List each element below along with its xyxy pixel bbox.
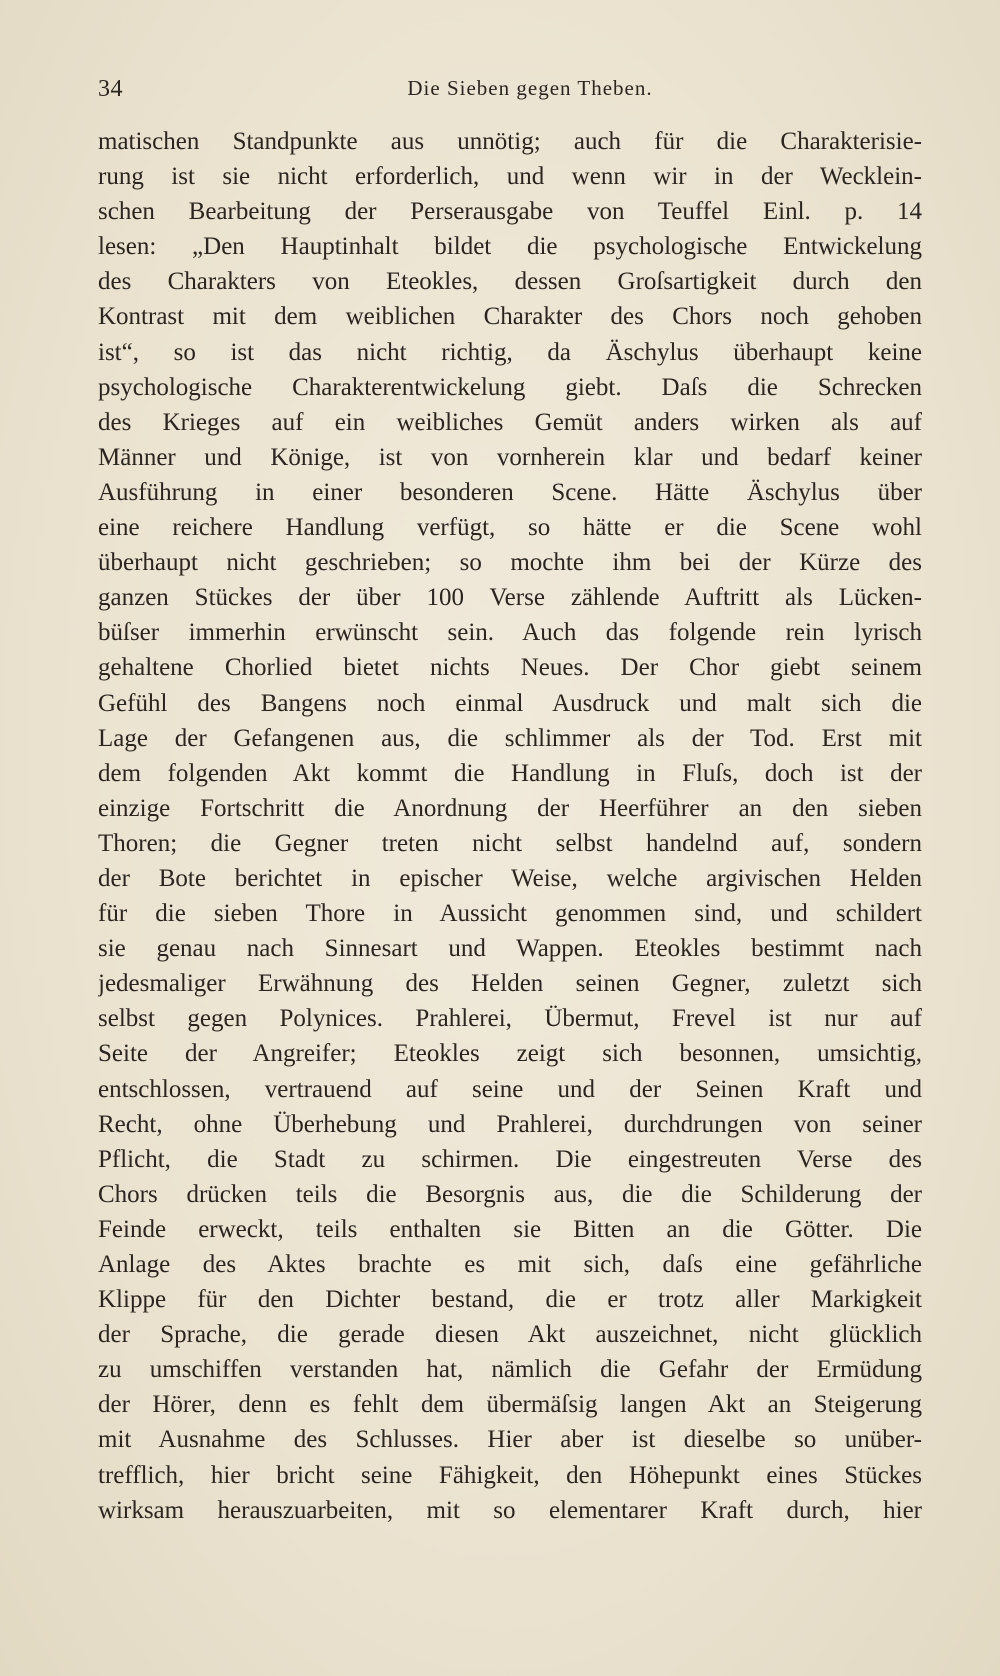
text-line: schen Bearbeitung der Perserausgabe von Teuffel Einl. p. 14 <box>98 198 922 226</box>
text-line: eine reichere Handlung verfügt, so hätte er die Scene wohl <box>98 514 922 542</box>
text-line: Gefühl des Bangens noch einmal Ausdruck und malt sich die <box>98 689 922 717</box>
text-line: Recht, ohne Überhebung und Prahlerei, durchdrungen von seiner <box>98 1110 922 1138</box>
page-number: 34 <box>98 76 123 102</box>
text-line: Ausführung in einer besonderen Scene. Hätte Äschylus über <box>98 478 922 506</box>
text-line: rung ist sie nicht erforderlich, und wenn wir in der Wecklein- <box>98 163 922 191</box>
text-line: jedesmaliger Erwähnung des Helden seinen Gegner, zuletzt sich <box>98 970 922 998</box>
text-line: entschlossen, vertrauend auf seine und der Seinen Kraft und <box>98 1075 922 1103</box>
running-title: Die Sieben gegen Theben. <box>407 76 653 100</box>
text-line: Kontrast mit dem weiblichen Charakter des Chors noch gehoben <box>98 303 922 331</box>
text-line: Feinde erweckt, teils enthalten sie Bitten an die Götter. Die <box>98 1215 922 1243</box>
text-line: zu umschiffen verstanden hat, nämlich die Gefahr der Ermüdung <box>98 1356 922 1384</box>
text-line: trefflich, hier bricht seine Fähigkeit, den Höhepunkt eines Stückes <box>98 1461 922 1489</box>
text-line: der Bote berichtet in epischer Weise, welche argivischen Helden <box>98 864 922 892</box>
text-line: Chors drücken teils die Besorgnis aus, die die Schilderung der <box>98 1180 922 1208</box>
text-line: des Krieges auf ein weibliches Gemüt anders wirken als auf <box>98 408 922 436</box>
text-line: sie genau nach Sinnesart und Wappen. Eteokles bestimmt nach <box>98 935 922 963</box>
text-line: Männer und Könige, ist von vornherein klar und bedarf keiner <box>98 443 922 471</box>
text-line: dem folgenden Akt kommt die Handlung in Fluſs, doch ist der <box>98 759 922 787</box>
text-line: überhaupt nicht geschrieben; so mochte ihm bei der Kürze des <box>98 549 922 577</box>
text-line: Anlage des Aktes brachte es mit sich, daſs eine gefährliche <box>98 1251 922 1278</box>
text-line: der Sprache, die gerade diesen Akt auszeichnet, nicht glücklich <box>98 1321 922 1349</box>
text-line: Thoren; die Gegner treten nicht selbst handelnd auf, sondern <box>98 829 922 857</box>
text-line: lesen: „Den Hauptinhalt bildet die psychologische Entwickelung <box>98 233 922 261</box>
text-line: gehaltene Chorlied bietet nichts Neues. Der Chor giebt seinem <box>98 654 922 682</box>
text-line: ganzen Stückes der über 100 Verse zählende Auftritt als Lücken- <box>98 584 922 612</box>
text-line: einzige Fortschritt die Anordnung der Heerführer an den sieben <box>98 794 922 822</box>
text-line: des Charakters von Eteokles, dessen Groſsartigkeit durch den <box>98 268 922 296</box>
text-line: matischen Standpunkte aus unnötig; auch für die Charakterisie- <box>98 128 922 155</box>
text-line: selbst gegen Polynices. Prahlerei, Übermut, Frevel ist nur auf <box>98 1005 922 1033</box>
text-line: psychologische Charakterentwickelung giebt. Daſs die Schrecken <box>98 373 922 401</box>
text-line: Seite der Angreifer; Eteokles zeigt sich besonnen, umsichtig, <box>98 1040 922 1068</box>
text-line: ist“, so ist das nicht richtig, da Äschylus überhaupt keine <box>98 338 922 366</box>
text-line: wirksam herauszuarbeiten, mit so elementarer Kraft durch, hier <box>98 1496 922 1524</box>
body-text <box>98 124 922 1528</box>
text-line: Pflicht, die Stadt zu schirmen. Die eingestreuten Verse des <box>98 1145 922 1173</box>
text-line: Klippe für den Dichter bestand, die er trotz aller Markigkeit <box>98 1286 922 1314</box>
text-line: büſser immerhin erwünscht sein. Auch das folgende rein lyrisch <box>98 619 922 647</box>
text-line: der Hörer, denn es fehlt dem übermäſsig langen Akt an Steigerung <box>98 1391 922 1419</box>
page-header <box>98 76 922 110</box>
text-line: für die sieben Thore in Aussicht genommen sind, und schildert <box>98 900 922 928</box>
text-line: Lage der Gefangenen aus, die schlimmer als der Tod. Erst mit <box>98 724 922 752</box>
text-line: mit Ausnahme des Schlusses. Hier aber ist dieselbe so unüber- <box>98 1426 922 1454</box>
